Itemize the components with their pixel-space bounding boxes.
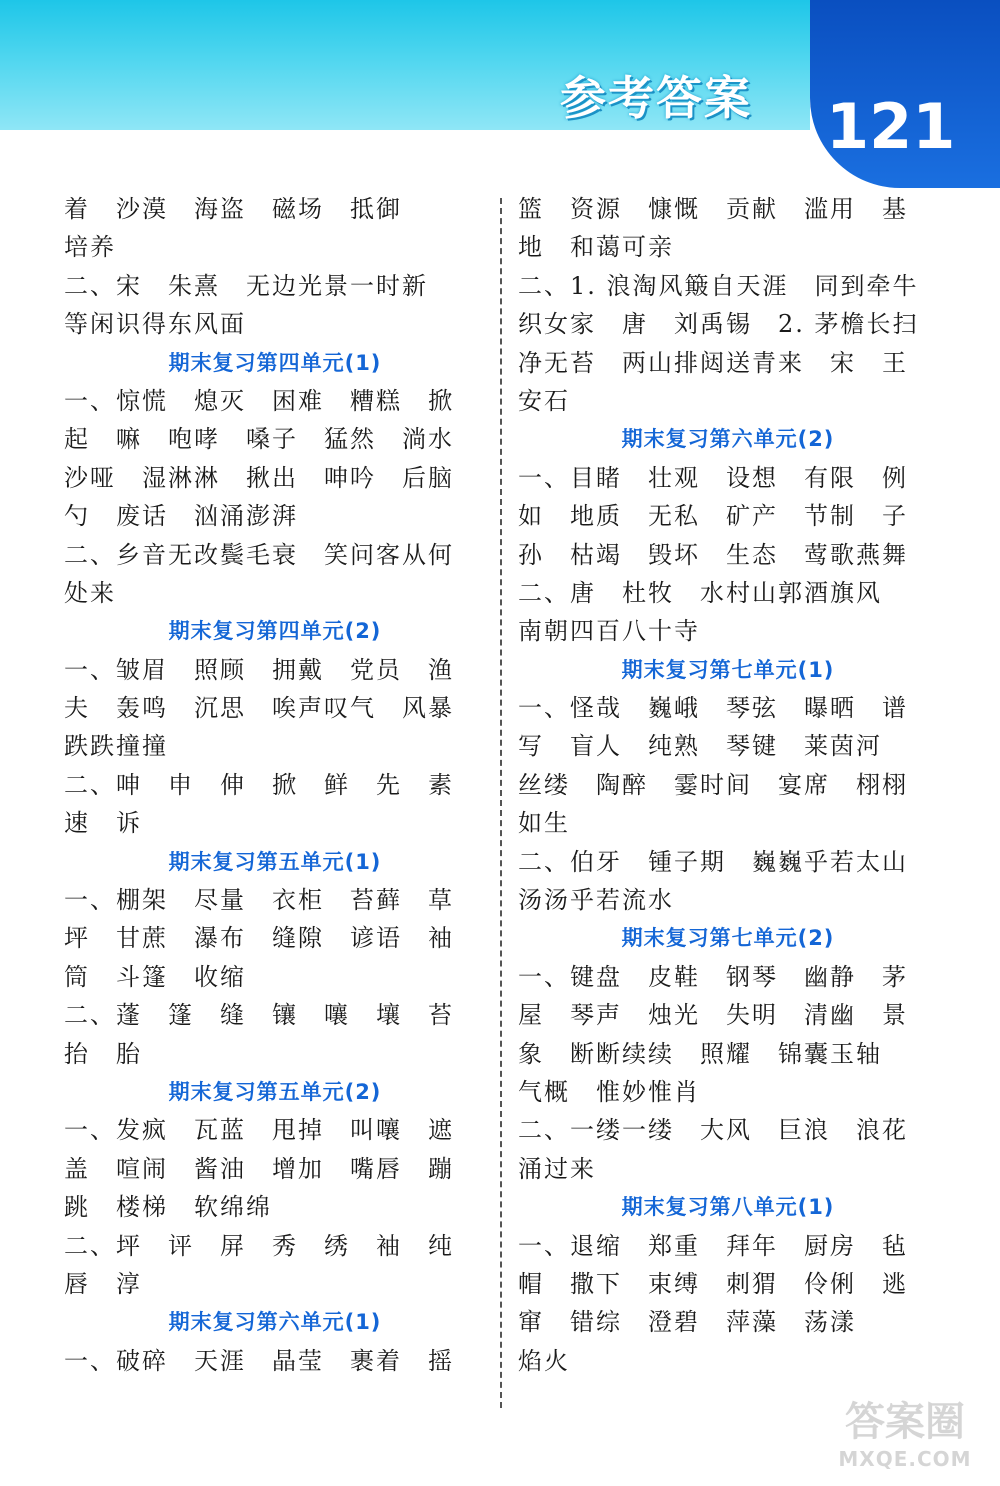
section-title: 期末复习第八单元(1) <box>621 1195 835 1220</box>
answer-line: 一、目睹 壮观 设想 有限 例 <box>518 463 908 492</box>
answer-line: 二、宋 朱熹 无边光景一时新 <box>64 271 428 300</box>
answer-line: 二、呻 申 伸 掀 鲜 先 素 <box>64 770 454 799</box>
section-title: 期末复习第六单元(1) <box>168 1310 382 1335</box>
answer-line: 一、退缩 郑重 拜年 厨房 毡 <box>518 1231 908 1260</box>
answer-line: 帽 撒下 束缚 刺猬 伶俐 逃 <box>518 1269 908 1298</box>
section-title: 期末复习第四单元(2) <box>168 619 382 644</box>
answer-line: 篮 资源 慷慨 贡献 滥用 基 <box>518 195 908 223</box>
answer-line: 一、惊慌 熄灭 困难 糟糕 掀 <box>64 386 454 415</box>
answer-line: 跌跌撞撞 <box>64 732 168 761</box>
right-column <box>518 190 938 1380</box>
answer-line: 安石 <box>518 386 570 415</box>
answer-line: 处来 <box>64 578 116 607</box>
answer-line: 二、1. 浪淘风簸自天涯 同到牵牛 <box>518 271 919 300</box>
answer-line: 二、坪 评 屏 秀 绣 袖 纯 <box>64 1231 454 1260</box>
answer-line: 夫 轰鸣 沉思 唉声叹气 风暴 <box>64 694 454 723</box>
answer-line: 着 沙漠 海盗 磁场 抵御 <box>64 195 402 223</box>
answer-line: 地 和蔼可亲 <box>518 233 674 262</box>
answer-line: 二、唐 杜牧 水村山郭酒旗风 <box>518 578 882 607</box>
answer-line: 起 嘛 咆哮 嗓子 猛然 淌水 <box>64 425 454 454</box>
answer-line: 织女家 唐 刘禹锡 2. 茅檐长扫 <box>518 310 919 339</box>
answer-line: 二、一缕一缕 大风 巨浪 浪花 <box>518 1116 908 1145</box>
section-title: 期末复习第七单元(1) <box>621 657 835 682</box>
answer-line: 二、乡音无改鬓毛衰 笑问客从何 <box>64 540 454 569</box>
answer-line: 一、破碎 天涯 晶莹 裹着 摇 <box>64 1346 454 1375</box>
header-title: 参考答案 <box>560 71 752 125</box>
answer-line: 焰火 <box>518 1346 570 1375</box>
watermark-domain: MXQE.COM <box>838 1447 972 1471</box>
column-divider <box>500 198 502 1408</box>
watermark-text: 答案圈 <box>845 1399 965 1445</box>
answer-line: 孙 枯竭 毁坏 生态 莺歌燕舞 <box>518 540 908 569</box>
answer-line: 二、蓬 篷 缝 镶 嚷 壤 苔 <box>64 1001 454 1030</box>
answer-line: 窜 错综 澄碧 萍藻 荡漾 <box>518 1308 856 1337</box>
answer-line: 盖 喧闹 酱油 增加 嘴唇 蹦 <box>64 1154 454 1183</box>
answer-line: 等闲识得东风面 <box>64 310 246 339</box>
answer-line: 南朝四百八十寺 <box>518 617 700 646</box>
section-title: 期末复习第五单元(1) <box>168 849 382 874</box>
left-column <box>64 190 486 1380</box>
answer-line: 一、发疯 瓦蓝 甩掉 叫嚷 遮 <box>64 1116 454 1145</box>
watermark-logo <box>820 1390 990 1480</box>
answer-line: 丝缕 陶醉 霎时间 宴席 栩栩 <box>518 770 908 799</box>
answer-line: 一、皱眉 照顾 拥戴 党员 渔 <box>64 655 454 684</box>
answer-line: 如 地质 无私 矿产 节制 子 <box>518 502 908 531</box>
answer-line: 抬 胎 <box>64 1039 142 1068</box>
answer-line: 如生 <box>518 809 570 838</box>
answer-line: 一、键盘 皮鞋 钢琴 幽静 茅 <box>518 962 908 991</box>
section-title: 期末复习第七单元(2) <box>621 926 835 951</box>
answer-line: 跳 楼梯 软绵绵 <box>64 1193 272 1222</box>
answer-line: 汤汤乎若流水 <box>518 886 674 915</box>
section-title: 期末复习第五单元(2) <box>168 1079 382 1104</box>
answer-line: 象 断断续续 照耀 锦囊玉轴 <box>518 1039 882 1068</box>
section-title: 期末复习第四单元(1) <box>168 350 382 375</box>
answer-line: 坪 甘蔗 瀑布 缝隙 谚语 袖 <box>64 924 454 953</box>
answer-line: 唇 淳 <box>64 1269 142 1298</box>
answer-line: 写 盲人 纯熟 琴键 莱茵河 <box>518 732 882 761</box>
section-title: 期末复习第六单元(2) <box>621 427 835 452</box>
answer-line: 一、怪哉 巍峨 琴弦 曝晒 谱 <box>518 694 908 723</box>
answer-line: 净无苔 两山排闼送青来 宋 王 <box>518 348 908 377</box>
answer-line: 培养 <box>64 233 116 262</box>
answer-line: 气概 惟妙惟肖 <box>518 1077 700 1106</box>
answer-line: 涌过来 <box>518 1154 596 1183</box>
answer-line: 勺 废话 汹涌澎湃 <box>64 502 298 531</box>
answer-line: 一、棚架 尽量 衣柜 苔藓 草 <box>64 886 454 915</box>
answer-line: 速 诉 <box>64 809 142 838</box>
page-number: 121 <box>826 90 956 163</box>
answer-line: 屋 琴声 烛光 失明 清幽 景 <box>518 1001 908 1030</box>
answer-line: 沙哑 湿淋淋 揪出 呻吟 后脑 <box>64 463 454 492</box>
answer-line: 二、伯牙 锺子期 巍巍乎若太山 <box>518 847 908 876</box>
answer-line: 筒 斗篷 收缩 <box>64 962 246 991</box>
